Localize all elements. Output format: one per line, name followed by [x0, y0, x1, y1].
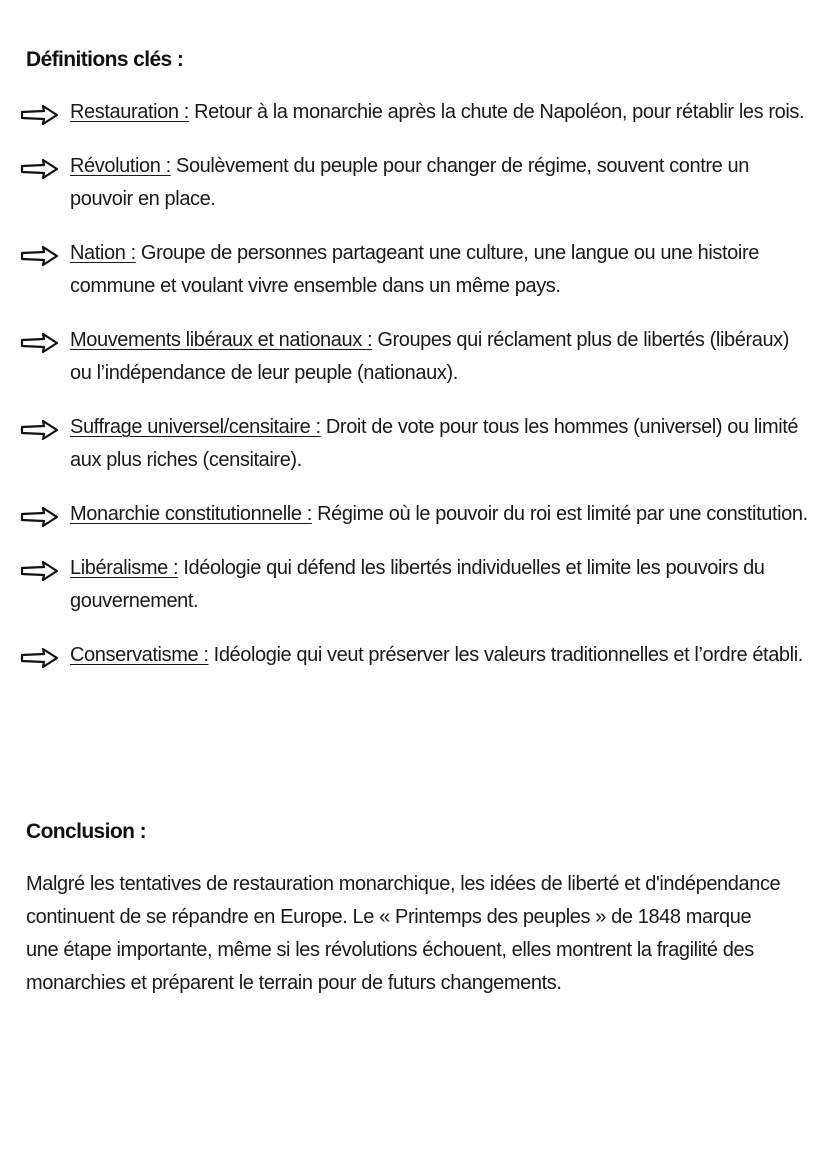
definition-text: Idéologie qui veut préserver les valeurs traditionnelles et l’ordre établi. [213, 644, 803, 666]
definition-term: Nation : [70, 242, 136, 264]
arrow-right-icon [20, 158, 60, 180]
definitions-list [20, 96, 810, 693]
definition-text: Idéologie qui défend les libertés individuelles et limite les pouvoirs du gouvernement. [70, 557, 765, 612]
arrow-right-icon [20, 104, 60, 126]
arrow-right-icon [20, 506, 60, 528]
arrow-right-icon [20, 245, 60, 267]
definition-item [20, 237, 810, 303]
definitions-heading: Définitions clés : [26, 48, 184, 71]
arrow-right-icon [20, 647, 60, 669]
definition-term: Monarchie constitutionnelle : [70, 503, 312, 525]
definition-term: Restauration : [70, 101, 189, 123]
definition-text: Groupes qui réclament plus de libertés (libéraux) ou l’indépendance de leur peuple (nationaux). [70, 329, 790, 384]
definition-text: Droit de vote pour tous les hommes (universel) ou limité aux plus riches (censitaire). [70, 416, 799, 471]
definition-term: Mouvements libéraux et nationaux : [70, 329, 373, 351]
definition-term: Révolution : [70, 155, 171, 177]
definition-term: Libéralisme : [70, 557, 179, 579]
definition-item [20, 96, 810, 129]
definition-text: Régime où le pouvoir du roi est limité par une constitution. [317, 503, 808, 525]
conclusion-paragraph: Malgré les tentatives de restauration monarchique, les idées de liberté et d'indépendance continuent de se répandre en Europe. Le « Printemps des peuples » de 1848 marque une étape importante, même si les révolutions échouent, elles montrent la fragilité des monarchies et préparent le terrain pour de futurs changements. [26, 873, 781, 994]
definition-term: Conservatisme : [70, 644, 209, 666]
arrow-right-icon [20, 419, 60, 441]
definition-text: Retour à la monarchie après la chute de Napoléon, pour rétablir les rois. [194, 101, 805, 123]
definition-item [20, 150, 810, 216]
definition-item [20, 324, 810, 390]
arrow-right-icon [20, 560, 60, 582]
arrow-right-icon [20, 332, 60, 354]
definition-text: Soulèvement du peuple pour changer de régime, souvent contre un pouvoir en place. [70, 155, 749, 210]
definition-item [20, 498, 810, 531]
conclusion-heading: Conclusion : [26, 820, 146, 843]
definition-item [20, 639, 810, 672]
definition-item [20, 411, 810, 477]
definition-term: Suffrage universel/censitaire : [70, 416, 321, 438]
definition-item [20, 552, 810, 618]
definition-text: Groupe de personnes partageant une culture, une langue ou une histoire commune et voulant vivre ensemble dans un même pays. [70, 242, 759, 297]
